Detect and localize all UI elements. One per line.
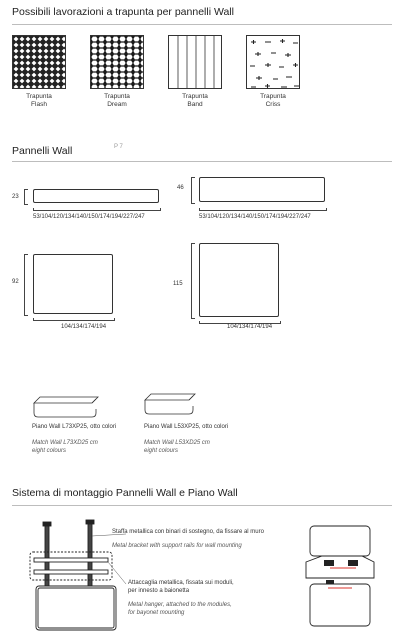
width-label-h92: 104/134/174/194: [61, 324, 107, 330]
dimension-bracket: [33, 208, 161, 211]
mounting-system-drawing: [28, 520, 128, 632]
swatch-dream: [90, 35, 144, 89]
finish-caption-criss: Trapunta Criss: [260, 93, 286, 108]
section-divider: [12, 505, 392, 506]
shelf-l53-drawing: [143, 390, 199, 416]
hanger-description-english-2: for bayonet mounting: [128, 610, 185, 616]
height-label-92: 92: [12, 279, 19, 285]
panel-h46: [199, 177, 325, 202]
height-label-46: 46: [177, 185, 184, 191]
dimension-bracket: [191, 243, 195, 319]
hanger-description-english-1: Metal hanger, attached to the modules,: [128, 602, 232, 608]
mount-title: Sistema di montaggio Pannelli Wall e Piano Wall: [12, 487, 238, 499]
swatch-criss: [246, 35, 300, 89]
panels-title: Pannelli Wall: [12, 145, 73, 157]
swatch-band: [168, 35, 222, 89]
assembled-panels-drawing: [304, 522, 376, 630]
bracket-description-english: Metal bracket with support rails for wall mounting: [112, 543, 242, 549]
finish-caption-band: Trapunta Band: [182, 93, 208, 108]
panel-h23: [33, 189, 159, 203]
shelf-l53-colours: eight colours: [144, 448, 179, 454]
shelf-l73-drawing: [32, 393, 102, 419]
shelf-l73-name: Piano Wall L73XP25, otto colori: [32, 424, 117, 430]
page-reference: P 7: [114, 144, 123, 150]
width-label-h46: 53/104/120/134/140/150/174/194/227/247: [199, 214, 311, 220]
height-label-115: 115: [173, 281, 183, 287]
shelf-l53-name: Piano Wall L53XP25, otto colori: [144, 424, 229, 430]
section-divider: [12, 24, 392, 25]
swatch-flash: [12, 35, 66, 89]
panel-h92: [33, 254, 113, 314]
dimension-bracket: [199, 208, 327, 211]
width-label-h115: 104/134/174/194: [227, 324, 273, 330]
hanger-description-2: per innesto a baionetta: [128, 588, 190, 594]
shelf-l53-english: Match Wall L53XD25 cm: [144, 440, 210, 446]
dimension-bracket: [191, 177, 195, 204]
shelf-l73-english: Match Wall L73XD25 cm: [32, 440, 98, 446]
shelf-l73-colours: eight colours: [32, 448, 67, 454]
panel-h115: [199, 243, 279, 317]
dimension-bracket: [24, 189, 28, 205]
finish-caption-flash: Trapunta Flash: [26, 93, 52, 108]
width-label-h23: 53/104/120/134/140/150/174/194/227/247: [33, 214, 145, 220]
section-divider: [12, 161, 392, 162]
height-label-23: 23: [12, 194, 19, 200]
hanger-description-1: Attaccaglia metallica, fissata sui moduli,: [128, 580, 234, 586]
dimension-bracket: [33, 318, 115, 321]
dimension-bracket: [24, 254, 28, 316]
finish-caption-dream: Trapunta Dream: [104, 93, 130, 108]
bracket-description: Staffa metallica con binari di sostegno, da fissare al muro: [112, 529, 264, 535]
finishes-title: Possibili lavorazioni a trapunta per pannelli Wall: [12, 6, 234, 18]
